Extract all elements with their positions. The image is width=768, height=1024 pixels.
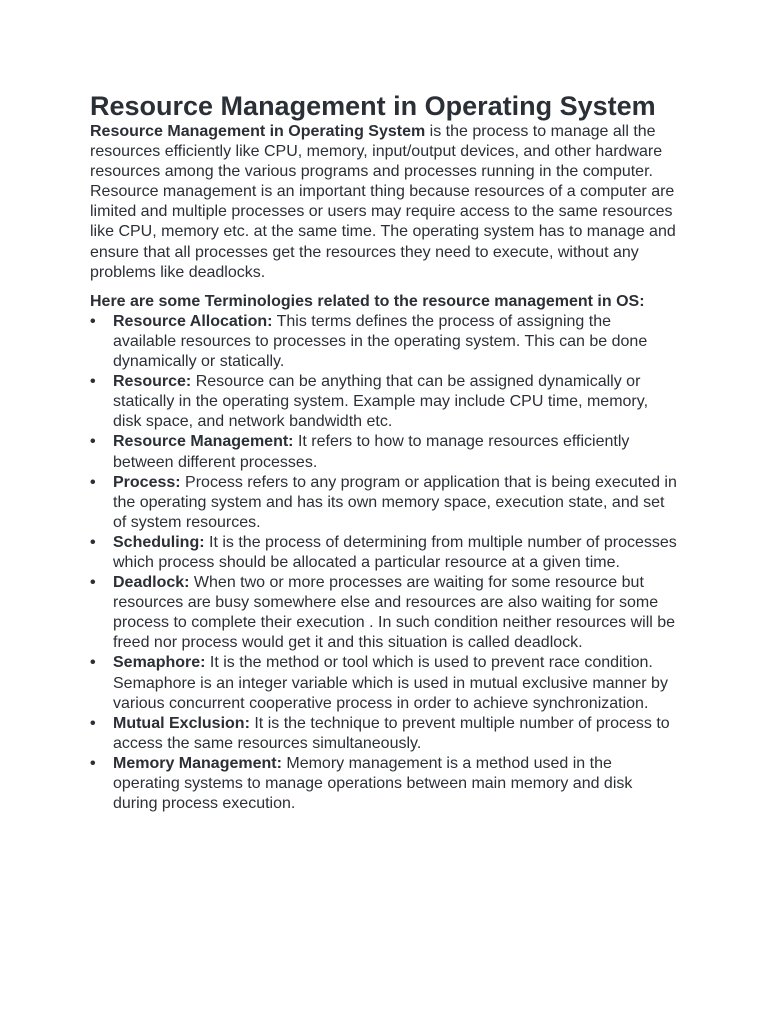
term-definition: It is the technique to prevent multiple number of process to access the same resources simultaneously. [113,714,670,752]
terms-heading: Here are some Terminologies related to the resource management in OS: [90,292,645,310]
list-item [90,312,678,372]
term-label: Resource: [113,373,192,391]
term-label: Mutual Exclusion: [113,714,250,732]
term-definition: It is the process of determining from multiple number of processes which process should be allocated a particular resource at a given time. [113,533,677,571]
bullet-icon: • [90,714,96,732]
bullet-icon: • [90,433,96,451]
bullet-icon: • [90,574,96,592]
page-title: Resource Management in Operating System [90,91,656,121]
term-label: Deadlock: [113,574,190,592]
list-item [90,653,678,713]
list-item [90,714,678,754]
importance-paragraph: Resource management is an important thing because resources of a computer are limited and multiple processes or users may require access to the same resources like CPU, memory etc. at the same time. The operating system has to manage and ensure that all processes get the resources they need to execute, without any problems like deadlocks. [90,183,676,281]
intro-text: is the process to manage all the resources efficiently like CPU, memory, input/output devices, and other hardware resources among the various programs and processes running in the computer. [90,123,663,181]
list-item [90,533,678,573]
bullet-icon: • [90,654,96,672]
bullet-icon: • [90,373,96,391]
terminology-list [90,312,678,814]
term-label: Process: [113,473,181,491]
list-item [90,432,678,472]
term-label: Resource Management: [113,433,294,451]
term-definition: Memory management is a method used in the operating systems to manage operations between main memory and disk during process execution. [113,754,633,813]
list-item [90,754,678,814]
term-definition: This terms defines the process of assigning the available resources to processes in the operating system. This can be done dynamically or statically. [113,312,648,371]
intro-bold-lead: Resource Management in Operating System [90,123,426,140]
bullet-icon: • [90,312,96,330]
term-label: Resource Allocation: [113,312,273,330]
term-label: Semaphore: [113,654,206,672]
term-label: Scheduling: [113,533,205,551]
list-item [90,372,678,432]
intro-paragraph [90,122,678,182]
bullet-icon: • [90,473,96,491]
term-definition: Resource can be anything that can be assigned dynamically or statically in the operating system. Example may include CPU time, memory, disk space, and network bandwidth etc. [113,373,649,431]
term-definition: It is the method or tool which is used to prevent race condition. Semaphore is an integer variable which is used in mutual exclusive manner by various concurrent cooperative process in order to achieve synchronization. [113,654,668,712]
term-definition: It refers to how to manage resources efficiently between different processes. [113,433,630,471]
bullet-icon: • [90,533,96,551]
term-definition: When two or more processes are waiting for some resource but resources are busy somewhere else and resources are also waiting for some process to complete their execution . In such condition neither resources will be freed nor process would get it and this situation is called deadlock. [113,574,676,652]
list-item [90,473,678,533]
term-definition: Process refers to any program or application that is being executed in the operating system and has its own memory space, execution state, and set of system resources. [113,473,677,531]
term-label: Memory Management: [113,754,282,772]
bullet-icon: • [90,754,96,772]
list-item [90,573,678,653]
